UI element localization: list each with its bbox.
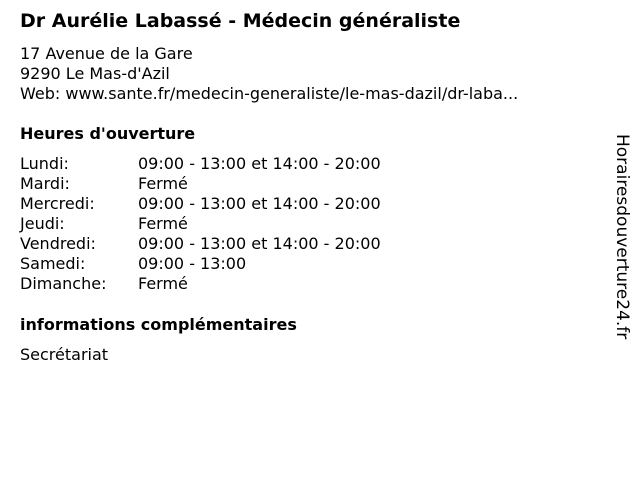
day-label: Jeudi: [20, 214, 65, 233]
time-value: Fermé [138, 274, 188, 293]
hours-row-mercredi [20, 194, 440, 214]
day-label: Mardi: [20, 174, 70, 193]
day-label: Dimanche: [20, 274, 107, 293]
address-block [20, 44, 518, 104]
time-value: 09:00 - 13:00 et 14:00 - 20:00 [138, 194, 381, 213]
day-label: Samedi: [20, 254, 86, 273]
hours-table [20, 154, 440, 294]
hours-row-dimanche [20, 274, 440, 294]
watermark-text: Horairesdouverture24.fr [612, 134, 632, 340]
hours-row-lundi [20, 154, 440, 174]
hours-heading: Heures d'ouverture [20, 124, 196, 143]
day-label: Lundi: [20, 154, 69, 173]
site-watermark [612, 134, 634, 344]
info-text: Secrétariat [20, 345, 109, 364]
address-city: 9290 Le Mas-d'Azil [20, 64, 170, 83]
day-label: Vendredi: [20, 234, 96, 253]
hours-row-mardi [20, 174, 440, 194]
address-web: Web: www.sante.fr/medecin-generaliste/le-mas-dazil/dr-laba... [20, 84, 519, 103]
time-value: Fermé [138, 214, 188, 233]
address-street: 17 Avenue de la Gare [20, 44, 193, 63]
hours-row-jeudi [20, 214, 440, 234]
time-value: 09:00 - 13:00 [138, 254, 247, 273]
day-label: Mercredi: [20, 194, 95, 213]
time-value: 09:00 - 13:00 et 14:00 - 20:00 [138, 154, 381, 173]
info-heading: informations complémentaires [20, 315, 297, 334]
hours-row-vendredi [20, 234, 440, 254]
page-title: Dr Aurélie Labassé - Médecin généraliste [20, 10, 461, 32]
time-value: Fermé [138, 174, 188, 193]
time-value: 09:00 - 13:00 et 14:00 - 20:00 [138, 234, 381, 253]
hours-row-samedi [20, 254, 440, 274]
